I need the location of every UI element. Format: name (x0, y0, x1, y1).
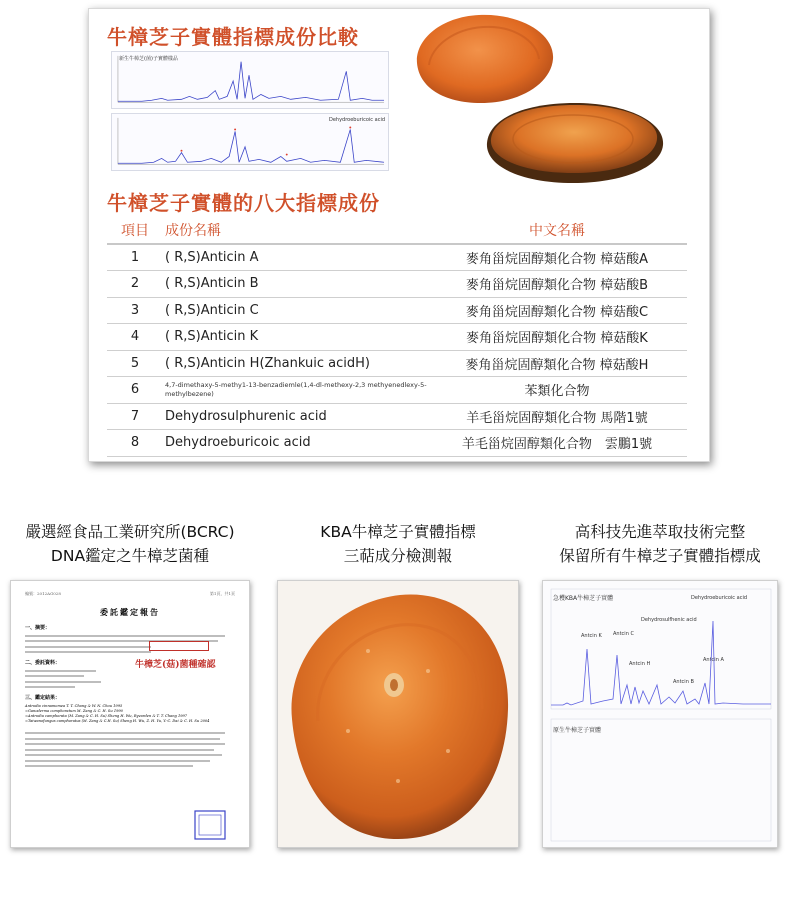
caption-right-line2: 保留所有牛樟芝子實體指標成 (559, 547, 761, 565)
row-no: 5 (107, 350, 163, 377)
row-cn-name: 麥角甾烷固醇類化合物 樟菇酸C (427, 297, 687, 324)
table-row (107, 350, 687, 377)
chromatogram-plots (543, 581, 778, 848)
report-title: 委託鑑定報告 (100, 607, 160, 617)
row-no: 6 (107, 377, 163, 404)
row-en-name: 4,7-dimethaxy-5-methy1-13-benzadiemle(1,4-dl-methexy-2,3 methyenedlexy-5-methylbezene) (163, 377, 427, 404)
slide-panel (88, 8, 710, 462)
peak-label: Antcin B (673, 679, 694, 685)
row-cn-name: 羊毛甾烷固醇類化合物 馬階1號 (427, 403, 687, 430)
peak-label: Antcin K (581, 633, 602, 639)
row-en-name: Dehydrosulphurenic acid (163, 403, 427, 430)
row-cn-name: 麥角甾烷固醇類化合物 樟菇酸A (427, 244, 687, 271)
row-cn-name: 羊毛甾烷固醇類化合物 雲鵬1號 (427, 430, 687, 457)
species-line: =Taiwanofungus camphoratus (M. Zang & C.H. Su) Sheng H. Wu, Z. H. Yu, Y.-C. Dai & C. H. Su 2004 (25, 719, 210, 723)
row-en-name: ( R,S)Anticin A (163, 244, 427, 271)
caption-left-line2: DNA鑑定之牛樟芝菌種 (50, 547, 210, 565)
caption-middle (270, 520, 526, 568)
report-section-data: 二、委託資料： (25, 660, 61, 666)
row-no: 8 (107, 430, 163, 457)
header-cn-name: 中文名稱 (427, 216, 687, 244)
row-en-name: ( R,S)Anticin K (163, 324, 427, 351)
table-row (107, 377, 687, 404)
row-en-name: ( R,S)Anticin C (163, 297, 427, 324)
species-line: =Ganoderma comphoratum M. Zang & C. H. Su 1990 (25, 709, 123, 713)
chromatogram-comparison-image (542, 580, 778, 848)
species-line: =Antrodia camphorata (M. Zang & C. H. Su) Sheng H. Wu, Ryvarden & T. T. Chang 1997 (25, 714, 188, 718)
header-en-name: 成份名稱 (163, 216, 427, 244)
peak-label: Antcin C (613, 631, 634, 637)
row-no: 1 (107, 244, 163, 271)
slide-title-comparison: 牛樟芝子實體指標成份比較 (107, 25, 359, 49)
chromatogram-kba-title: 急穫KBA牛樟芝子實體 (553, 595, 614, 602)
identification-report-document (10, 580, 250, 848)
peak-label: Dehydrosulfhenic acid (641, 617, 697, 623)
report-header (25, 591, 235, 597)
mushroom-photo-bottom (483, 97, 667, 185)
components-table (107, 216, 687, 457)
caption-left (0, 520, 260, 568)
caption-left-line1: 嚴選經食品工業研究所(BCRC) (25, 523, 235, 541)
row-en-name: ( R,S)Anticin B (163, 271, 427, 298)
caption-right (530, 520, 790, 568)
table-row (107, 403, 687, 430)
chromatogram-native-title: 原生牛樟芝子實體 (553, 727, 602, 734)
report-number: 編號：2012AG028 (25, 591, 61, 596)
slide-title-eight-components: 牛樟芝子實體的八大指標成份 (107, 191, 380, 215)
chromatogram-bottom-caption: Dehydroeburicoic acid (329, 117, 386, 123)
report-section-result: 三、鑑定結果： (25, 695, 61, 701)
table-header-row (107, 216, 687, 244)
caption-middle-line2: 三萜成分檢測報 (343, 547, 453, 565)
report-page: 第1頁，共1頁 (209, 591, 235, 596)
table-row (107, 271, 687, 298)
chromatogram-top-caption: 新生牛樟芝(菌)子實體樣品 (119, 56, 178, 62)
table-row (107, 297, 687, 324)
header-no: 項目 (107, 216, 163, 244)
row-en-name: ( R,S)Anticin H(Zhankuic acidH) (163, 350, 427, 377)
row-cn-name: 苯類化合物 (427, 377, 687, 404)
table-row (107, 430, 687, 457)
red-annotation: 牛樟芝(菇)菌種確認 (135, 660, 216, 670)
table-row (107, 244, 687, 271)
row-en-name: Dehydroeburicoic acid (163, 430, 427, 457)
peak-label: Antcin A (703, 657, 724, 663)
row-no: 7 (107, 403, 163, 430)
row-cn-name: 麥角甾烷固醇類化合物 樟菇酸B (427, 271, 687, 298)
mushroom-photo-top (409, 11, 559, 107)
row-cn-name: 麥角甾烷固醇類化合物 樟菇酸K (427, 324, 687, 351)
report-section-summary: 一、摘要： (25, 625, 51, 631)
peak-label: Dehydroeburicoic acid (691, 595, 748, 601)
row-no: 2 (107, 271, 163, 298)
row-cn-name: 麥角甾烷固醇類化合物 樟菇酸H (427, 350, 687, 377)
caption-middle-line1: KBA牛樟芝子實體指標 (320, 523, 476, 541)
table-row (107, 324, 687, 351)
mushroom-photo-large (277, 580, 519, 848)
peak-label: Antcin H (629, 661, 651, 667)
species-line: Antrodia cinnamomea T. T. Chang & W. N. Chou 1995 (25, 704, 123, 708)
caption-right-line1: 高科技先進萃取技術完整 (574, 523, 746, 541)
row-no: 3 (107, 297, 163, 324)
mushroom-fruiting-body-image (278, 581, 519, 848)
report-species-list (25, 704, 235, 724)
highlight-box (149, 641, 209, 651)
row-no: 4 (107, 324, 163, 351)
seal-stamp-icon (193, 809, 227, 841)
